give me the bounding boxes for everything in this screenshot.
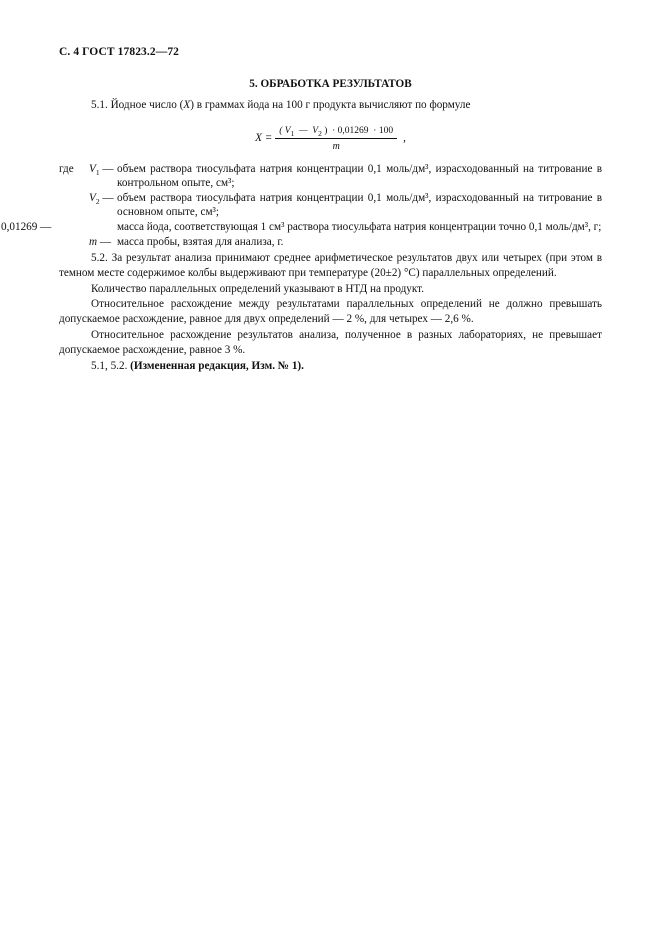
- paragraph-relative-1: Относительное расхождение между результатами параллельных определений не должно превышать допускаемое расхождение, равное для двух определений — 2 %, для четырех — 2,6 %.: [59, 297, 602, 325]
- document-body: [1, 98, 602, 374]
- formula-lhs: X =: [255, 132, 273, 145]
- definition-term: m —: [89, 235, 112, 248]
- formula-comma: ,: [403, 132, 406, 145]
- formula-denominator: m: [332, 140, 340, 152]
- definition-text: масса йода, соответствующая 1 см³ раствора тиосульфата натрия концентрации точно 0,1 моль/дм³, г;: [117, 220, 602, 233]
- definition-text: объем раствора тиосульфата натрия концентрации 0,1 моль/дм³, израсходованный на титрование в основном опыте, см³;: [117, 191, 602, 219]
- formula-fraction: [275, 125, 397, 153]
- definition-term: $V_2$ —: [89, 191, 114, 207]
- definition-term: 0,01269 —: [1, 220, 52, 233]
- variable-x: X: [183, 99, 191, 111]
- iodine-number-formula: [59, 120, 602, 158]
- definitions-list: [1, 162, 602, 250]
- definition-term: где $V_1$ —: [59, 162, 114, 177]
- paragraph-amendment-note: 5.1, 5.2. (Измененная редакция, Изм. № 1).: [91, 360, 304, 373]
- definition-text: объем раствора тиосульфата натрия концентрации 0,1 моль/дм³, израсходованный на титрование в контрольном опыте, см³;: [117, 162, 602, 190]
- paragraph-5-2: 5.2. За результат анализа принимают среднее арифметическое результатов двух или четырех (при этом в темном месте содержимое колбы выдерживают при температуре (20±2) °С) параллельных определений.: [59, 252, 602, 279]
- paragraph-count: Количество параллельных определений указывают в НТД на продукт.: [91, 283, 425, 296]
- paragraph-5-1: 5.1. Йодное число (X) в граммах йода на 100 г продукта вычисляют по формуле: [91, 99, 471, 111]
- definition-text: масса пробы, взятая для анализа, г.: [117, 235, 284, 248]
- formula-numerator: ( $V_1$ — $V_2$ ) · 0,01269 · 100: [279, 125, 394, 138]
- page-header: С. 4 ГОСТ 17823.2—72: [59, 46, 180, 58]
- fraction-bar: [275, 138, 397, 139]
- paragraph-relative-2: Относительное расхождение результатов анализа, полученное в разных лабораториях, не превышает допускаемое расхождение, равное 3 %.: [59, 329, 602, 356]
- section-title: 5. ОБРАБОТКА РЕЗУЛЬТАТОВ: [249, 78, 412, 90]
